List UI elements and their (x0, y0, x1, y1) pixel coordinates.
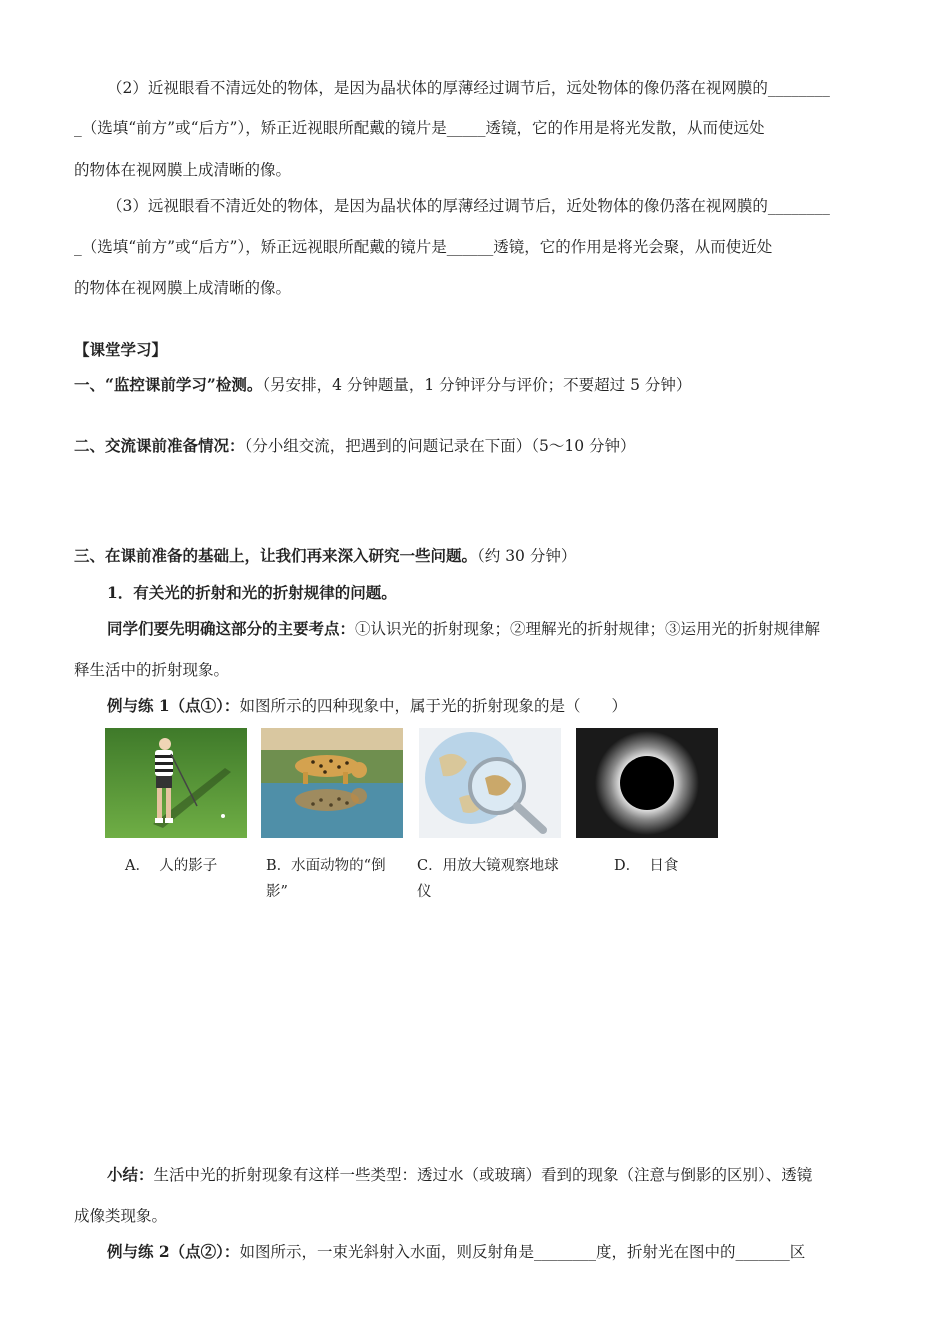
section-2 (74, 436, 880, 456)
section-3 (74, 546, 880, 566)
example-1-label: 例与练 1（点①）： (107, 696, 240, 715)
option-b-letter: B． (266, 858, 292, 874)
keypoints-line2: 释生活中的折射现象。 (74, 661, 230, 679)
summary-label: 小结： (107, 1165, 154, 1184)
figure-solar-eclipse (576, 728, 718, 838)
example-1-text: 如图所示的四种现象中，属于光的折射现象的是（ ） (239, 697, 627, 715)
option-c-text: 用放大镜观察地球仪 (417, 858, 559, 900)
keypoints (107, 619, 913, 639)
section-1-title: 一、“监控课前学习”检测。 (74, 375, 263, 394)
section-2-title: 二、交流课前准备情况： (74, 436, 245, 455)
option-d (614, 853, 734, 879)
option-c (417, 853, 567, 905)
example-2-label: 例与练 2（点②）： (107, 1242, 240, 1261)
example-1 (107, 696, 913, 716)
q2-line1: （2）近视眼看不清远处的物体，是因为晶状体的厚薄经过调节后，远处物体的像仍落在视网膜的________ (107, 79, 830, 97)
figure-leopard-reflection (261, 728, 403, 838)
keypoints-label: 同学们要先明确这部分的主要考点： (107, 619, 356, 638)
option-c-letter: C． (417, 858, 443, 874)
option-a (125, 853, 255, 879)
option-a-letter: A． (125, 858, 150, 874)
q2-line2: _（选填“前方”或“后方”），矫正近视眼所配戴的镜片是_____透镜，它的作用是将光发散，从而使远处 (74, 119, 765, 137)
section-2-note: （分小组交流，把遇到的问题记录在下面）（5～10 分钟） (244, 437, 636, 455)
section-1-note: （另安排，4 分钟题量，1 分钟评分与评价；不要超过 5 分钟） (262, 376, 692, 394)
section-title: 【课堂学习】 (74, 340, 168, 359)
option-d-letter: D． (614, 858, 641, 874)
option-d-text: 日食 (649, 858, 679, 874)
figure-magnifier-globe (419, 728, 561, 838)
example-2-text: 如图所示，一束光斜射入水面，则反射角是________度，折射光在图中的_______区 (239, 1243, 806, 1261)
section-1 (74, 375, 880, 395)
summary-text: 生活中光的折射现象有这样一些类型：透过水（或玻璃）看到的现象（注意与倒影的区别）、透镜 (153, 1166, 813, 1184)
option-a-text: 人的影子 (159, 858, 218, 874)
summary (107, 1165, 913, 1185)
figure-golfer-shadow (105, 728, 247, 838)
q3-line2: _（选填“前方”或“后方”），矫正远视眼所配戴的镜片是______透镜，它的作用是将光会聚，从而使近处 (74, 238, 773, 256)
topic-1: 1．有关光的折射和光的折射规律的问题。 (107, 583, 397, 602)
section-3-note: （约 30 分钟） (477, 547, 577, 565)
q3-line3: 的物体在视网膜上成清晰的像。 (74, 279, 292, 297)
example-2 (107, 1242, 913, 1262)
option-b (266, 853, 404, 905)
keypoints-text: ①认识光的折射现象；②理解光的折射规律；③运用光的折射规律解 (355, 620, 821, 638)
option-b-text: 水面动物的“倒影” (266, 858, 386, 900)
q3-line1: （3）远视眼看不清近处的物体，是因为晶状体的厚薄经过调节后，近处物体的像仍落在视网膜的________ (107, 197, 830, 215)
q2-line3: 的物体在视网膜上成清晰的像。 (74, 161, 292, 179)
section-3-title: 三、在课前准备的基础上，让我们再来深入研究一些问题。 (74, 546, 478, 565)
summary-line2: 成像类现象。 (74, 1207, 168, 1225)
